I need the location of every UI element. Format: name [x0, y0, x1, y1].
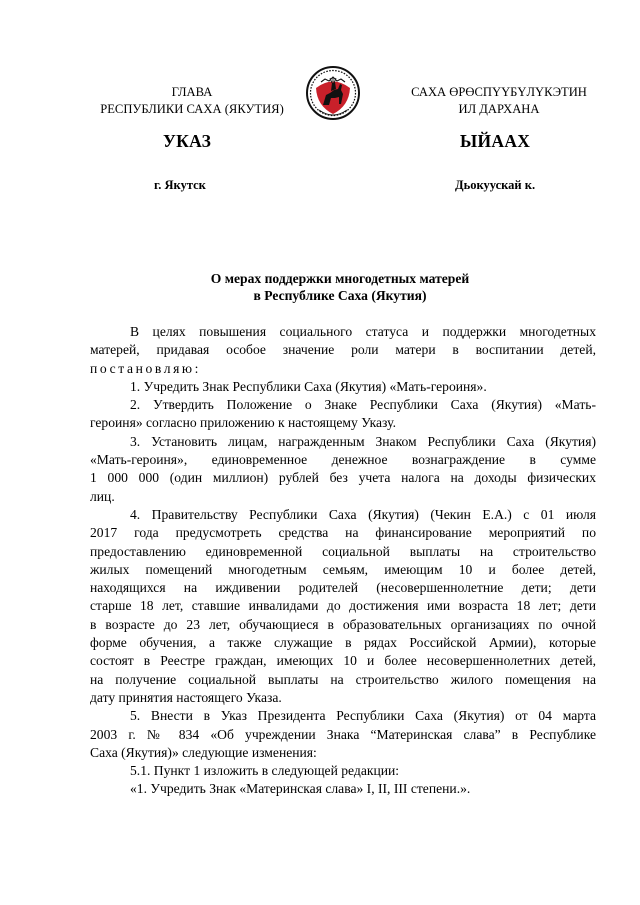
body-line: 1. Учредить Знак Республики Саха (Якутия) «Мать-героиня». [130, 378, 487, 394]
body-line: 2. Утвердить Положение о Знаке Республики Саха (Якутия) «Мать- [130, 397, 596, 413]
coat-of-arms-emblem-icon [305, 62, 361, 124]
body-line: дату принятия настоящего Указа. [90, 689, 282, 705]
body-line: старше 18 лет, ставшие инвалидами до достижения ими возраста 18 лет; дети [90, 598, 596, 614]
document-body [90, 323, 596, 799]
body-line: жилых помещений многодетным семьям, имеющим 10 и более детей, [90, 561, 596, 577]
body-line: героиня» согласно приложению к настоящему Указу. [90, 415, 396, 431]
body-line: 3. Установить лицам, награжденным Знаком Республики Саха (Якутия) [130, 433, 596, 449]
header-left-line-2: РЕСПУБЛИКИ САХА (ЯКУТИЯ) [100, 102, 284, 116]
header-right [388, 84, 610, 118]
body-line: 4. Правительству Республики Саха (Якутия) (Чекин Е.А.) с 01 июля [130, 506, 596, 522]
body-line: лиц. [90, 488, 115, 504]
decree-label-russian: УКАЗ [163, 131, 212, 151]
header-right-line-1: САХА ӨРӨСПҮҮБҮЛҮКЭТИН [411, 85, 587, 99]
header-left-line-1: ГЛАВА [171, 85, 213, 99]
body-line-resolve: постановляю: [90, 360, 202, 376]
body-line: предоставлению единовременной социальной выплаты на строительство [90, 543, 596, 559]
body-line: в возрасте до 23 лет, обучающиеся в образовательных организациях по очной [90, 616, 596, 632]
body-line: 5. Внести в Указ Президента Республики Саха (Якутия) от 04 марта [130, 708, 596, 724]
body-line: матерей, придавая особое значение роли матери в воспитании детей, [90, 342, 596, 358]
body-line: форме обучения, а также служащие в рядах Российской Армии), которые [90, 635, 596, 651]
body-line: «Мать-героиня», единовременное денежное вознаграждение в сумме [90, 452, 596, 468]
body-line: 1 000 000 (один миллион) рублей без учета налога на доходы физических [90, 470, 596, 486]
city-label-yakut: Дьокуускай к. [455, 178, 536, 192]
decree-label-yakut: ЫЙААХ [460, 131, 531, 151]
body-line: находящихся на иждивении родителей (несовершеннолетние дети; дети [90, 580, 596, 596]
title-line-2: в Республике Саха (Якутия) [253, 288, 427, 303]
header-right-line-2: ИЛ ДАРХАНА [458, 102, 540, 116]
title-line-1: О мерах поддержки многодетных матерей [210, 271, 470, 286]
body-line: 2017 года предусмотреть средства на финансирование мероприятий по [90, 525, 596, 541]
body-line: В целях повышения социального статуса и поддержки многодетных [130, 324, 596, 339]
body-line: «1. Учредить Знак «Материнская слава» I, II, III степени.». [130, 781, 471, 797]
body-line: Саха (Якутия)» следующие изменения: [90, 744, 317, 760]
city-label-russian: г. Якутск [154, 178, 206, 192]
header-left [86, 84, 298, 118]
body-line: 2003 г. № 834 «Об учреждении Знака “Материнская слава” в Республике [90, 726, 596, 742]
body-line: 5.1. Пункт 1 изложить в следующей редакции: [130, 763, 400, 779]
body-line: на получение социальной выплаты на строительство жилого помещения на [90, 671, 596, 687]
document-title [80, 270, 600, 304]
body-line: состоят в Реестре граждан, имеющих 10 и более несовершеннолетних детей, [90, 653, 596, 669]
